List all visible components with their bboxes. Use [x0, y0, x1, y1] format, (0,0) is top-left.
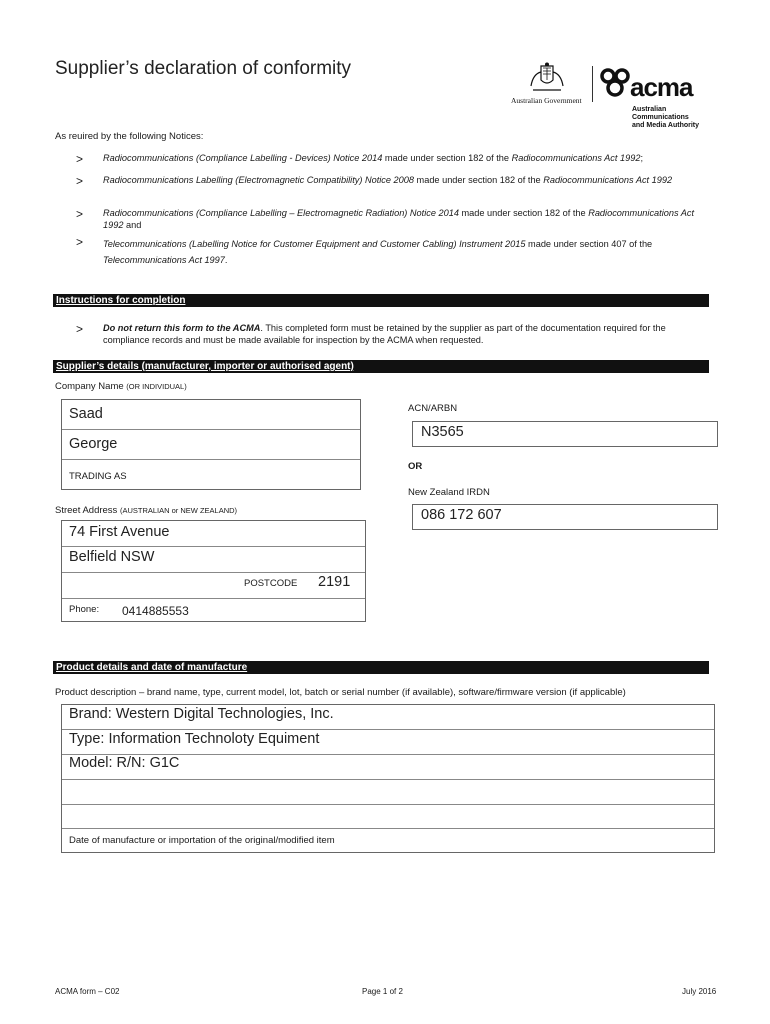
coat-of-arms-icon	[527, 62, 567, 94]
company-name-label	[55, 381, 187, 392]
bullet-icon: >	[76, 235, 84, 249]
footer-page: Page 1 of 2	[362, 987, 403, 996]
footer-form-id: ACMA form – C02	[55, 987, 120, 996]
notice-text: made under section 407 of the	[525, 239, 653, 249]
field-divider	[62, 459, 360, 460]
acma-logo-word: acma	[630, 72, 693, 102]
street-address-label	[55, 505, 237, 516]
notice-item	[103, 236, 713, 268]
notice-title: Radiocommunications (Compliance Labelling - Devices) Notice 2014	[103, 153, 383, 163]
acma-sub-line: Australian	[632, 106, 667, 113]
bullet-icon: >	[76, 207, 84, 221]
page-title: Supplier’s declaration of conformity	[55, 58, 352, 79]
acma-sub-line: Communications	[632, 114, 689, 121]
street-line2: Belfield NSW	[69, 549, 155, 565]
field-divider	[62, 828, 714, 829]
supplier-heading-bar	[53, 360, 709, 373]
irdn-label: New Zealand IRDN	[408, 487, 490, 498]
notice-title: Telecommunications (Labelling Notice for Customer Equipment and Customer Cabling) Instrument 2015	[103, 239, 526, 249]
street-label-small: (AUSTRALIAN or NEW ZEALAND)	[119, 506, 238, 515]
gov-logo-text: Australian Government	[511, 96, 582, 105]
date-of-manufacture-label: Date of manufacture or importation of the original/modified item	[69, 835, 335, 846]
product-description-label: Product description – brand name, type, current model, lot, batch or serial number (if available), software/firmware version (if applicable)	[55, 687, 626, 698]
notice-item	[103, 175, 713, 187]
field-divider	[62, 729, 714, 730]
supplier-heading: Supplier’s details (manufacturer, importer or authorised agent)	[56, 361, 354, 372]
phone-label: Phone:	[69, 604, 100, 615]
acma-logo-subtitle	[632, 106, 699, 130]
notice-item	[103, 153, 713, 165]
instructions-heading-bar	[53, 294, 709, 307]
field-divider	[62, 429, 360, 430]
notice-act: Telecommunications Act 1997	[103, 255, 225, 265]
field-divider	[62, 804, 714, 805]
acma-sub-line: and Media Authority	[632, 122, 700, 129]
product-line-type: Type: Information Technoloty Equiment	[69, 731, 320, 747]
instructions-rest: . This completed form must be retained by the supplier as part of the documentation required for the compliance records and must be made available for inspection by the ACMA when requested.	[103, 323, 666, 345]
company-label-small: (OR INDIVIDUAL)	[126, 382, 187, 391]
notice-act: Radiocommunications Act 1992	[543, 175, 673, 185]
product-line-brand: Brand: Western Digital Technologies, Inc.	[69, 706, 334, 722]
street-line1: 74 First Avenue	[69, 524, 170, 540]
irdn-value: 086 172 607	[421, 507, 502, 523]
bullet-icon: >	[76, 152, 84, 166]
phone-value: 0414885553	[122, 604, 189, 618]
notice-text: made under section 182 of the	[414, 175, 544, 185]
postcode-value: 2191	[318, 574, 351, 590]
notice-text: .	[224, 255, 228, 265]
footer-date: July 2016	[682, 987, 717, 996]
notice-text: and	[123, 219, 142, 230]
bullet-icon: >	[76, 322, 84, 336]
trading-as-label: TRADING AS	[69, 471, 127, 482]
notices-intro: As reuired by the following Notices:	[55, 131, 204, 142]
company-name-line1: Saad	[69, 406, 103, 422]
product-heading: Product details and date of manufacture	[56, 662, 248, 673]
notice-text: ;	[640, 153, 644, 163]
field-divider	[62, 572, 365, 573]
instructions-heading: Instructions for completion	[56, 295, 186, 306]
acma-logo	[598, 64, 716, 130]
notice-act: Radiocommunications Act 1992	[103, 208, 695, 230]
australian-government-logo	[505, 62, 593, 110]
company-label-text: Company Name	[55, 381, 124, 392]
acn-label: ACN/ARBN	[408, 403, 458, 414]
logo-divider	[592, 66, 593, 102]
field-divider	[62, 598, 365, 599]
notice-title: Radiocommunications (Compliance Labelling – Electromagnetic Radiation) Notice 2014	[103, 208, 459, 218]
notice-text: made under section 182 of the	[458, 208, 589, 218]
notice-act: Radiocommunications Act 1992	[511, 153, 641, 163]
instructions-text	[103, 323, 713, 346]
postcode-label: POSTCODE	[244, 578, 298, 589]
field-divider	[62, 546, 365, 547]
acn-value: N3565	[421, 424, 464, 440]
notice-text: made under section 182 of the	[382, 153, 512, 163]
street-label-text: Street Address	[55, 505, 118, 516]
company-name-line2: George	[69, 436, 118, 452]
product-heading-bar	[53, 661, 709, 674]
bullet-icon: >	[76, 174, 84, 188]
product-line-model: Model: R/N: G1C	[69, 755, 180, 771]
notice-title: Radiocommunications Labelling (Electromagnetic Compatibility) Notice 2008	[103, 175, 414, 185]
notice-item	[103, 208, 713, 231]
field-divider	[62, 779, 714, 780]
instructions-bold: Do not return this form to the ACMA	[103, 323, 261, 333]
or-label: OR	[408, 461, 423, 472]
